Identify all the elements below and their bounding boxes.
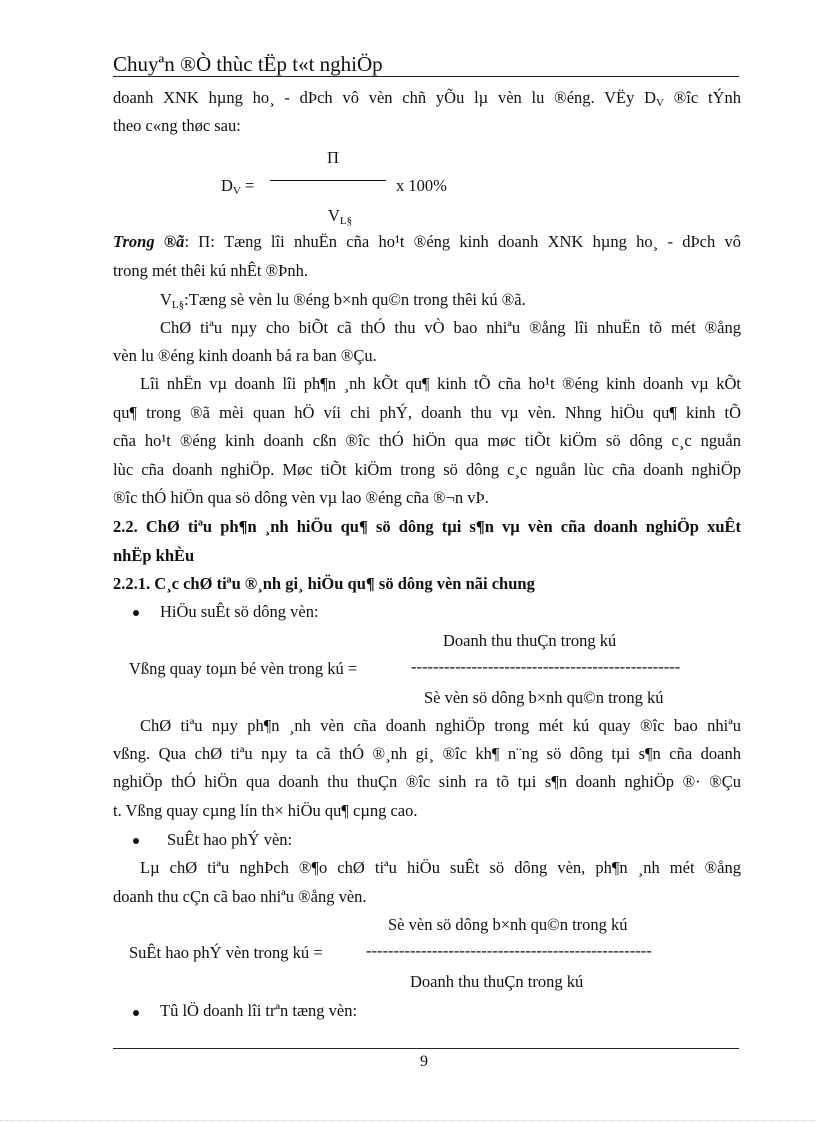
section-heading: 2.2. ChØ tiªu ph¶n ¸nh hiÖu qu¶ sö dông tµi s¶n vµ vèn cña doanh nghiÖp xuÊt — [113, 517, 741, 536]
text-line: ChØ tiªu nµy cho biÕt cã thÓ thu vÒ bao nhiªu ®ång lîi nhuËn tõ mét ®ång — [160, 318, 741, 337]
text-line: cña ho¹t ®éng kinh doanh cßn ®îc thÓ hiÖn qua møc tiÕt kiÖm sö dông c¸c nguån — [113, 431, 741, 450]
text-line: nghiÖp thÓ hiÖn qua doanh thu thuÇn ®îc sinh ra tõ tµi s¶n doanh nghiÖp ®· ®Çu — [113, 772, 741, 791]
formula-lhs: $D_V$ = — [221, 176, 255, 197]
bullet-text: HiÖu suÊt sö dông vèn: — [160, 602, 319, 621]
text-line: $V_{L\S}:Tæng$ sè vèn lu ®éng b×nh qu©n trong thêi kú ®ã. — [160, 290, 526, 311]
text-line: theo c«ng thøc sau: — [113, 116, 241, 135]
text-line: doanh XNK hµng ho¸ - dÞch vô vèn chñ yÕu lµ vèn lu ®éng. VËy $D_V$ ®îc tÝnh — [113, 88, 741, 109]
formula-multiplier: x 100% — [396, 176, 447, 195]
text-line: trong mét thêi kú nhÊt ®Þnh. — [113, 261, 308, 280]
bullet-text: SuÊt hao phÝ vèn: — [167, 830, 293, 849]
bullet-icon — [133, 1010, 139, 1016]
text-line: t. Vßng quay cµng lín th× hiÖu qu¶ cµng cao. — [113, 801, 418, 820]
formula-dash-bar: ------------------------------------------------- — [411, 657, 681, 676]
formula-denominator: $V_{L\S}$ — [328, 206, 353, 227]
page-edge-divider — [0, 1120, 816, 1121]
text-line: vßng. Qua chØ tiªu nµy ta cã thÓ ®¸nh gi¸ ®îc kh¶ n¨ng sö dông tµi s¶n cña doanh — [113, 744, 741, 763]
text-line: lùc cña doanh nghiÖp. Møc tiÕt kiÖm trong sö dông c¸c nguån lùc cña doanh nghiÖp — [113, 460, 741, 479]
text-line: vèn lu ®éng kinh doanh bá ra ban ®Çu. — [113, 346, 377, 365]
text-line: qu¶ trong ®ã mèi quan hÖ víi chi phÝ, doanh thu vµ vèn. Nhng hiÖu qu¶ kinh tÕ — [113, 403, 741, 422]
subsection-heading: 2.2.1. C¸c chØ tiªu ®¸nh gi¸ hiÖu qu¶ sö dông vèn nãi chung — [113, 574, 535, 593]
bullet-icon — [133, 838, 139, 844]
fraction-bar — [270, 180, 386, 181]
header-rule — [113, 76, 739, 77]
page-number: 9 — [420, 1053, 428, 1070]
bullet-icon — [133, 610, 139, 616]
text-line: Lîi nhËn vµ doanh lîi ph¶n ¸nh kÕt qu¶ kinh tÕ cña ho¹t ®éng kinh doanh vµ kÕt — [140, 374, 741, 393]
formula-denominator: Doanh thu thuÇn trong kú — [410, 972, 584, 991]
text-line: Lµ chØ tiªu nghÞch ®¶o chØ tiªu hiÖu suÊt sö dông vèn, ph¶n ¸nh mét ®ång — [140, 858, 741, 877]
formula-dash-bar: ---------------------------------------------------- — [366, 941, 652, 960]
section-heading-cont: nhËp khÈu — [113, 546, 195, 565]
formula-numerator: Π — [327, 148, 339, 167]
text-line: doanh thu cÇn cã bao nhiªu ®ång vèn. — [113, 887, 367, 906]
formula-lhs: Vßng quay toµn bé vèn trong kú = — [129, 659, 358, 678]
formula-lhs: SuÊt hao phÝ vèn trong kú = — [129, 943, 323, 962]
page-header-title: Chuyªn ®Ò thùc tËp t«t nghiÖp — [113, 52, 383, 76]
text-line: Trong ®ã: Π: Tæng lîi nhuËn cña ho¹t ®éng kinh doanh XNK hµng ho¸ - dÞch vô — [113, 232, 741, 251]
text-line: ChØ tiªu nµy ph¶n ¸nh vèn cña doanh nghiÖp trong mét kú quay ®îc bao nhiªu — [140, 716, 741, 735]
formula-numerator: Doanh thu thuÇn trong kú — [443, 631, 617, 650]
formula-denominator: Sè vèn sö dông b×nh qu©n trong kú — [424, 688, 664, 707]
footer-rule — [113, 1048, 739, 1049]
bullet-text: Tû lÖ doanh lîi trªn tæng vèn: — [160, 1001, 358, 1020]
formula-numerator: Sè vèn sö dông b×nh qu©n trong kú — [388, 915, 628, 934]
text-line: ®îc thÓ hiÖn qua sö dông vèn vµ lao ®éng cña ®¬n vÞ. — [113, 488, 489, 507]
